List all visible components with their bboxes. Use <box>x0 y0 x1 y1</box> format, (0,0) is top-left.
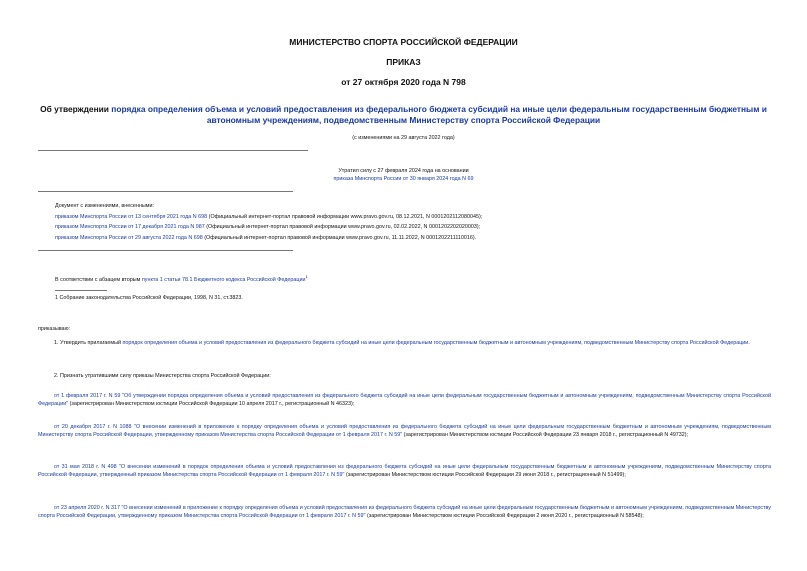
repealed-text: (зарегистрирован Министерством юстиции Российской Федерации 23 января 2018 г., регистрационный N 49732); <box>402 432 689 439</box>
doc-type-heading: ПРИКАЗ <box>386 57 421 67</box>
change-text: (Официальный интернет-портал правовой информации www.pravo.gov.ru, 08.12.2021, N 0001202112080045); <box>207 213 483 220</box>
repealed-text: (зарегистрирован Министерством юстиции Российской Федерации 10 апреля 2017 г., регистрационный N 46323); <box>68 401 355 408</box>
amended-note: (с изменениями на 29 августа 2022 года) <box>352 135 455 141</box>
repealed-link[interactable]: от 23 апреля 2020 г. N 317 "О внесении изменений в приложение к порядку определения объема и условий предоставления из федерального бюджета субсидий на иные цели федеральным государственным бюджетным и автономным учреждениям, подведомственным Министерству спорта Российской Федерации, утвержденному приказом Министерства спорта Российской Федерации от 1 февраля 2017 г. N 59" <box>38 505 771 520</box>
footnote: 1 Собрание законодательства Российской Федерации, 1998, N 31, ст.3823. <box>55 295 243 301</box>
footnote-divider <box>55 290 107 291</box>
repealed-item <box>38 463 771 479</box>
change-item <box>55 233 785 244</box>
repealed-text: (зарегистрирован Министерством юстиции Российской Федерации 2 июня 2020 г., регистрационный N 58548); <box>365 513 644 520</box>
repealed-link[interactable]: от 31 мая 2018 г. N 498 "О внесении изменений в порядок определения объема и условий предоставления из федерального бюджета субсидий на иные цели федеральным государственным бюджетным и автономным учреждениям, подведомственным Министерству спорта Российской Федерации, утвержденный приказом Министерства спорта Российской Федерации от 1 февраля 2017 г. N 59" <box>38 464 771 479</box>
ministry-heading: МИНИСТЕРСТВО СПОРТА РОССИЙСКОЙ ФЕДЕРАЦИИ <box>289 37 518 47</box>
repealed-item <box>38 392 771 408</box>
item-1-link[interactable]: порядок определения объема и условий предоставления из федерального бюджета субсидий на иные цели федеральным государственным бюджетным и автономным учреждениям, подведомственным Министерству спорта Российской Федерации <box>122 340 749 346</box>
item-1-suffix: . <box>748 340 750 346</box>
change-text: (Официальный интернет-портал правовой информации www.pravo.gov.ru, 11.11.2022, N 0001202211110016). <box>202 234 477 241</box>
date-number-heading: от 27 октября 2020 года N 798 <box>341 77 466 87</box>
changes-block <box>55 201 785 243</box>
change-link[interactable]: приказом Минспорта России от 13 сентября 2021 года N 698 <box>55 213 208 220</box>
footnote-ref[interactable]: 1 <box>305 274 308 279</box>
change-item <box>55 212 785 223</box>
invalid-link[interactable]: приказа Минспорта России от 30 января 2024 года N 69 <box>333 176 474 182</box>
basis-prefix: В соответствии с абзацем вторым <box>55 276 142 283</box>
change-link[interactable]: приказом Минспорта России от 17 декабря 2021 года N 987 <box>55 224 205 231</box>
repealed-item <box>38 423 771 439</box>
repealed-text: (зарегистрирован Министерством юстиции Российской Федерации 29 июня 2018 г., регистрационный N 51499); <box>344 472 626 479</box>
change-link[interactable]: приказом Минспорта России от 29 августа 2022 года N 698 <box>55 234 203 241</box>
change-item <box>55 222 785 233</box>
change-text: (Официальный интернет-портал правовой информации www.pravo.gov.ru, 02.02.2022, N 0001202202020003); <box>204 224 481 231</box>
document-title <box>30 104 777 126</box>
changes-intro: Документ с изменениями, внесенными: <box>55 203 154 209</box>
item-1-prefix: 1. Утвердить прилагаемый <box>54 340 123 346</box>
basis-link[interactable]: пункта 1 статьи 78.1 Бюджетного кодекса Российской Федерации <box>141 276 306 283</box>
title-link[interactable]: порядка определения объема и условий предоставления из федерального бюджета субсидий на иные цели федеральным государственным бюджетным и автономным учреждениям, подведомственным Министерству спорта Российской Федерации <box>111 104 767 125</box>
divider <box>38 191 293 192</box>
repealed-link[interactable]: от 20 декабря 2017 г. N 1088 "О внесении изменений в приложение к порядку определения объема и условий предоставления из федерального бюджета субсидий на иные цели федеральным государственным бюджетным и автономным учреждениям, подведомственным Министерству спорта Российской Федерации, утвержденному приказом Министерства спорта Российской Федерации от 1 февраля 2017 г. N 59" <box>38 424 771 439</box>
divider <box>38 150 308 151</box>
repealed-item <box>38 504 771 520</box>
invalid-note <box>250 167 557 183</box>
invalid-line: Утратил силу с 27 февраля 2024 года на основании <box>338 168 469 174</box>
repealed-link[interactable]: от 1 февраля 2017 г. N 59 "Об утверждении порядка определения объема и условий предоставления из федерального бюджета субсидий на иные цели федеральным государственным бюджетным и автономным учреждениям, подведомственным Министерству спорта Российской Федерации" <box>38 393 771 408</box>
divider <box>38 250 293 251</box>
item-2: 2. Признать утратившими силу приказы Министерства спорта Российской Федерации: <box>54 373 271 379</box>
title-prefix: Об утверждении <box>40 104 112 114</box>
basis-paragraph <box>55 273 785 284</box>
item-1 <box>38 339 771 347</box>
order-word: приказываю: <box>38 326 71 332</box>
